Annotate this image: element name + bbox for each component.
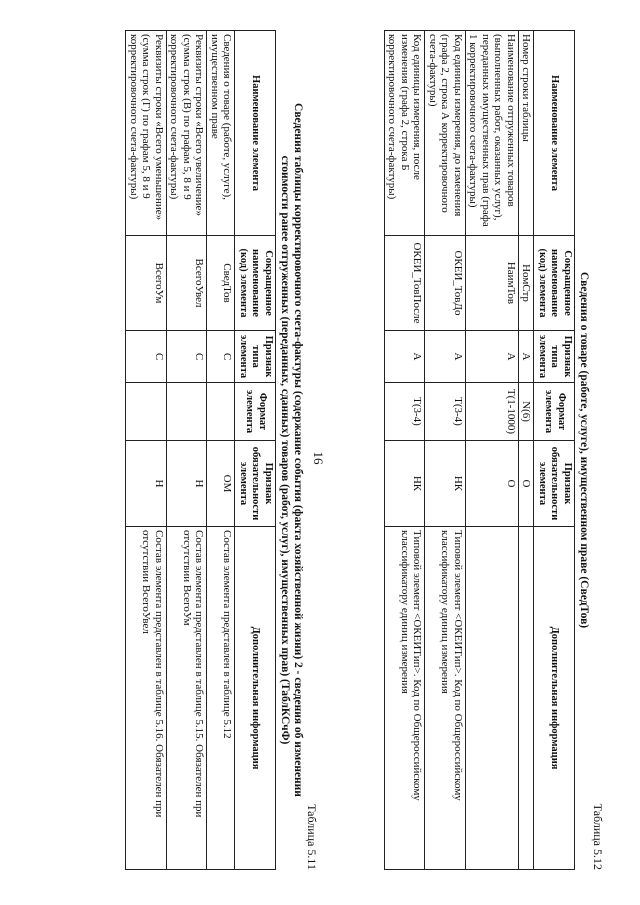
table-cell: А [425,331,466,383]
table-cell: А [466,331,519,383]
header-cell: Сокращенное наименование (код) элемента [534,236,575,331]
header-cell: Признак типа элемента [235,331,276,383]
table-cell: Н [167,441,208,527]
table-label: Таблица 5.12 [591,803,605,870]
table-cell: ОКЕИ_ТовДо [425,236,466,331]
table-cell: С [126,331,167,383]
table-cell [207,383,235,441]
table-cell: ОМ [207,441,235,527]
header-cell: Дополнительная информация [235,527,276,870]
table-cell: СведТов [207,236,235,331]
header-cell: Формат элемента [235,383,276,441]
table-cell [466,527,519,870]
header-cell: Дополнительная информация [534,527,575,870]
table-title: Сведения о товаре (работе, услуге), имущественном праве (СведТов) [578,271,590,629]
table-cell: О [466,441,519,527]
table-cell: О [519,441,535,527]
table-cell: А [519,331,535,383]
table-row [207,31,235,870]
table-cell: НомСтр [519,236,535,331]
table-cell: НаимТов [466,236,519,331]
table-label: Таблица 5.11 [305,804,319,870]
header-cell: Признак обязательности элемента [235,441,276,527]
table-cell: N(6) [519,383,535,441]
header-cell: Признак типа элемента [534,331,575,383]
table-cell: С [207,331,235,383]
table-cell: Т(3-4) [385,383,426,441]
table-cell: Реквизиты строки «Всего уменьшение» (сумма строк (Г) по графам 5, 8 и 9 корректировочного счета-фактуры) [126,31,167,236]
header-cell: Наименование элемента [534,31,575,236]
table-5-11 [126,30,277,870]
table-row [519,31,535,870]
table-row [126,31,167,870]
table-row [167,31,208,870]
table-row [466,31,519,870]
table-cell: Т(1-1000) [466,383,519,441]
table-5-11-block [126,30,319,870]
table-cell: ВсегоУвел [167,236,208,331]
table-cell: Реквизиты строки «Всего увеличение» (сумма строк (В) по графам 5, 8 и 9 корректировочного счета-фактуры) [167,31,208,236]
table-cell: Наименование отгруженных товаров (выполненных работ, оказанных услуг), переданных имущественных прав (графа 1 корректировочного счета-фактуры) [466,31,519,236]
table-cell: НК [425,441,466,527]
table-cell: Т(3-4) [425,383,466,441]
header-cell: Наименование элемента [235,31,276,236]
table-cell: С [167,331,208,383]
header-cell: Признак обязательности элемента [534,441,575,527]
table-cell: Типовой элемент <ОКЕИТип>. Код по Общероссийскому классификатору единиц измерения [385,527,426,870]
table-cell: ВсегоУм [126,236,167,331]
table-title [278,30,304,870]
table-cell: Код единицы измерения, до изменения (графа 2, строка А корректировочного счета-фактуры) [425,31,466,236]
table-cell: Состав элемента представлен в таблице 5.15. Обязателен при отсутствии ВсегоУм [167,527,208,870]
table-header-row [235,31,276,870]
table-cell: Номер строки таблицы [519,31,535,236]
table-cell: Н [126,441,167,527]
table-5-12 [384,30,575,870]
table-title-line: стоимости ранее отгруженных (переданных, сданных) товаров (работ, услуг), имущественных прав) (ТаблКСчФ) [279,155,291,745]
table-row [385,31,426,870]
header-cell: Сокращенное наименование (код) элемента [235,236,276,331]
table-row [425,31,466,870]
table-cell: А [385,331,426,383]
table-cell: ОКЕИ_ТовПосле [385,236,426,331]
table-cell: Код единицы измерения, после изменения (графа 2, строка Б корректировочного счета-фактуры) [385,31,426,236]
table-cell: Сведения о товаре (работе, услуге), имущественном праве [207,31,235,236]
table-cell: Типовой элемент <ОКЕИТип>. Код по Общероссийскому классификатору единиц измерения [425,527,466,870]
page-number: 16 [311,451,326,465]
table-cell: Состав элемента представлен в таблице 5.16. Обязателен при отсутствии ВсегоУвел [126,527,167,870]
header-cell: Формат элемента [534,383,575,441]
table-cell: НК [385,441,426,527]
table-5-12-block [384,30,604,870]
table-cell: Состав элемента представлен в таблице 5.12 [207,527,235,870]
table-cell [519,527,535,870]
table-header-row [534,31,575,870]
table-title-line: Сведения таблицы корректировочного счета-фактуры (содержание события (факта хозяйственной жизни) 2 - сведения об изменении [292,103,304,797]
table-cell [126,383,167,441]
table-cell [167,383,208,441]
